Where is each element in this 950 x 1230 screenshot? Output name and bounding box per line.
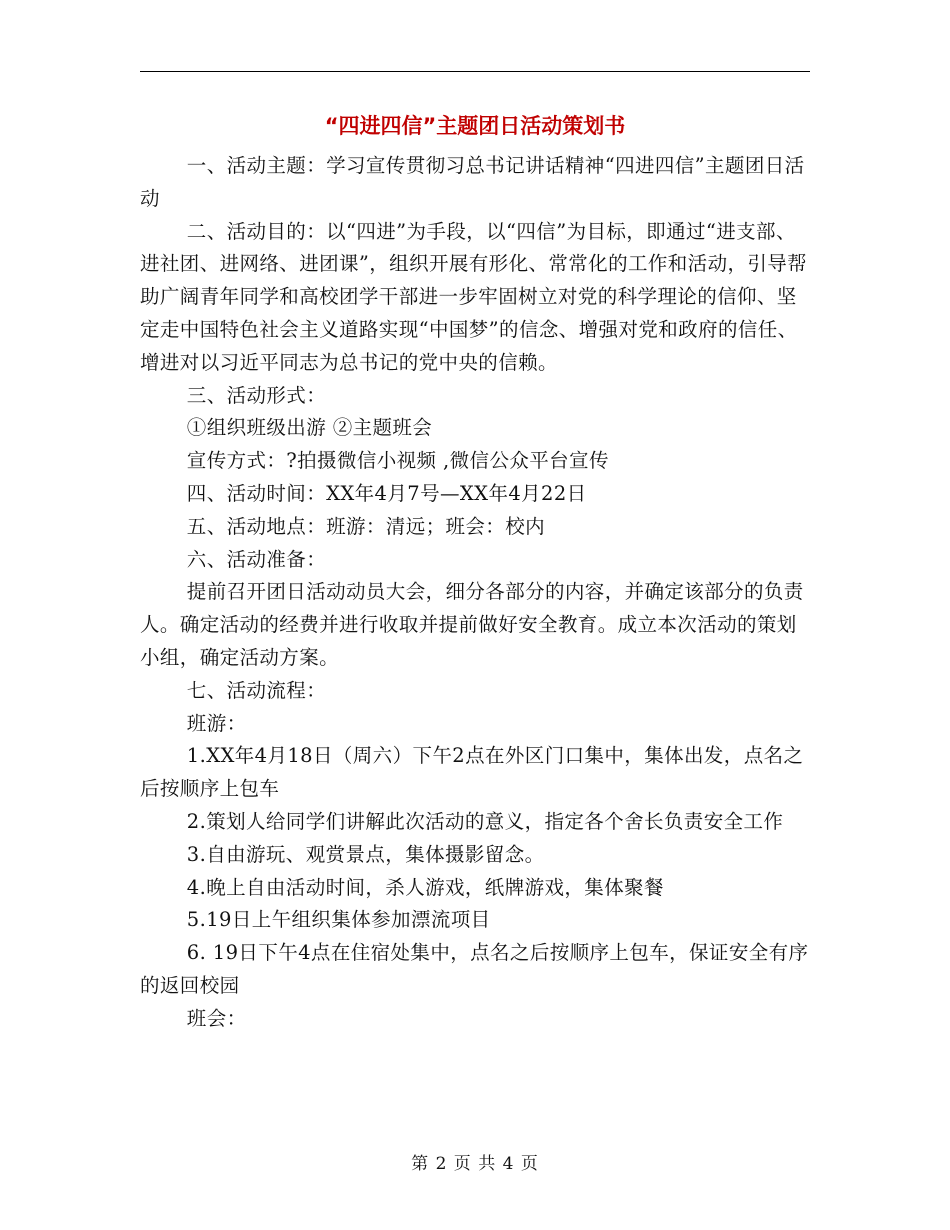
paragraph-form-items: ①组织班级出游 ②主题班会 <box>186 416 433 440</box>
list-item-step-5: 5.19日上午组织集体参加漂流项目 <box>186 908 491 932</box>
paragraph-preparation: 提前召开团日活动动员大会，细分各部分的内容，并确定该部分的负责人。确定活动的经费并进行收取并提前做好安全教育。成立本次活动的策划小组，确定活动方案。 <box>140 580 804 669</box>
list-item-step-1: 1.XX年4月18日（周六）下午2点在外区门口集中，集体出发，点名之后按顺序上包车 <box>140 744 804 801</box>
header-rule <box>140 71 810 72</box>
page-number-footer: 第 2 页 共 4 页 <box>411 1154 539 1174</box>
list-item-step-2: 2.策划人给同学们讲解此次活动的意义，指定各个舍长负责安全工作 <box>186 809 784 833</box>
paragraph-time: 四、活动时间：XX年4月7号—XX年4月22日 <box>186 481 587 505</box>
paragraph-location: 五、活动地点：班游：清远；班会：校内 <box>186 514 545 538</box>
paragraph-theme: 一、活动主题：学习宣传贯彻习总书记讲话精神“四进四信”主题团日活动 <box>140 154 805 210</box>
paragraph-publicity: 宣传方式：?拍摄微信小视频 ,微信公众平台宣传 <box>186 449 609 473</box>
list-item-step-4: 4.晚上自由活动时间，杀人游戏，纸牌游戏，集体聚餐 <box>186 875 664 899</box>
document-title: “四进四信”主题团日活动策划书 <box>324 114 626 138</box>
document-body <box>140 150 812 1036</box>
paragraph-class-meeting-heading: 班会： <box>186 1006 247 1030</box>
paragraph-preparation-heading: 六、活动准备： <box>186 547 327 571</box>
paragraph-process-heading: 七、活动流程： <box>186 678 327 702</box>
paragraph-form-heading: 三、活动形式： <box>186 383 327 407</box>
paragraph-purpose: 二、活动目的：以“四进”为手段，以“四信”为目标，即通过“进支部、进社团、进网络、进团课”，组织开展有形化、常常化的工作和活动，引导帮助广阔青年同学和高校团学干部进一步牢固树立对党的科学理论的信仰、坚定走中国特色社会主义道路实现“中国梦”的信念、增强对党和政府的信任、增进对以习近平同志为总书记的党中央的信赖。 <box>140 219 808 374</box>
list-item-step-3: 3.自由游玩、观赏景点，集体摄影留念。 <box>186 842 545 866</box>
list-item-step-6: 6. 19日下午4点在住宿处集中，点名之后按顺序上包车，保证安全有序的返回校园 <box>140 941 809 997</box>
paragraph-trip-heading: 班游： <box>186 711 247 735</box>
